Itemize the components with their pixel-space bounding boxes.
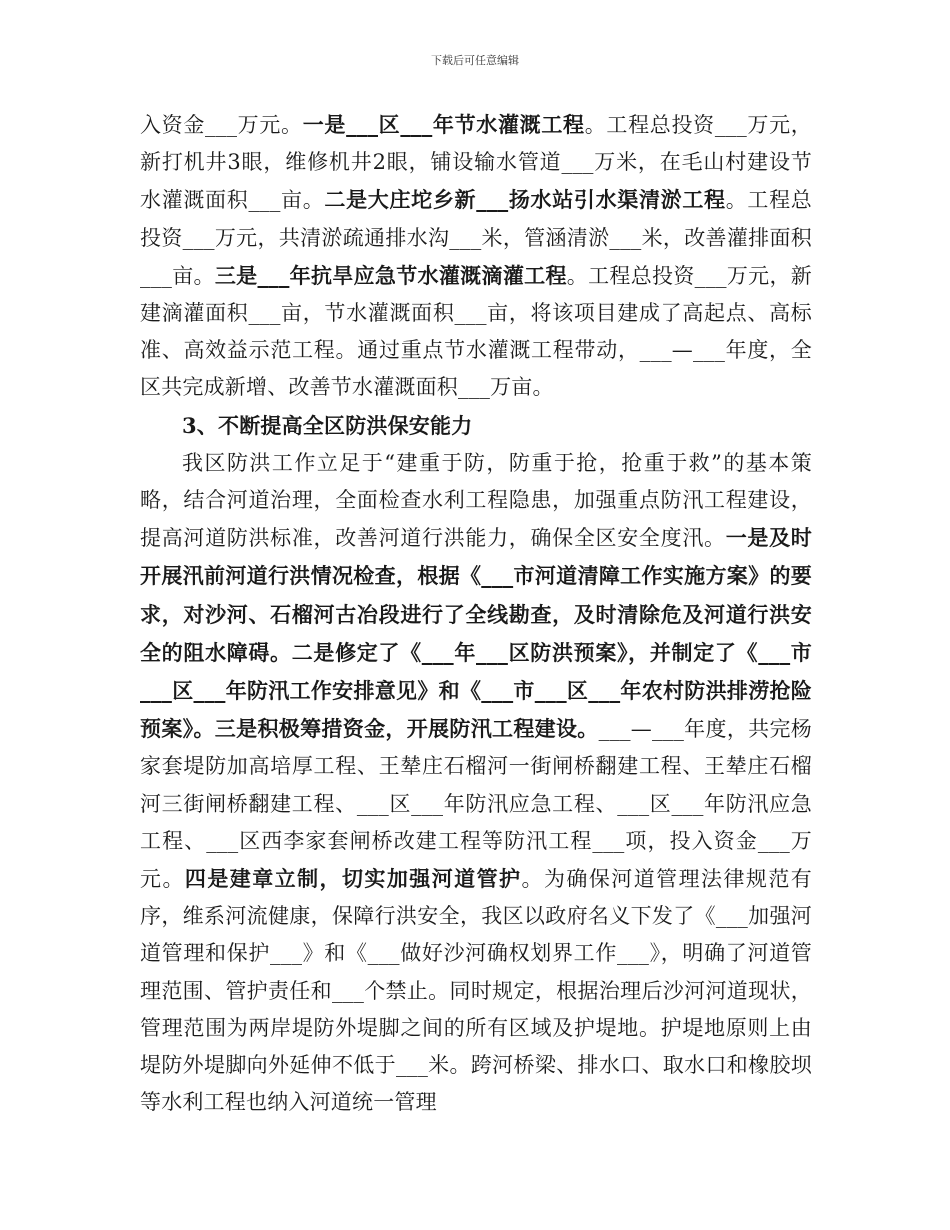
text-run: 。工程总投资___万元，共清淤疏通排水沟___米，管涵清淤___米，改善灌排面积___亩。 [140,188,813,288]
paragraph-1 [140,106,812,407]
text-run: 二是大庄坨乡新___扬水站引水渠清淤工程 [324,187,726,213]
document-body [140,106,812,1121]
text-run: 。工程总投资___万元，新建滴灌面积___亩，节水灌溉面积___亩，将该项目建成了高起点、高标准、高效益示范工程。通过重点节水灌溉工程带动，___—___年度，全区共完成新增、改善节水灌溉面积___万亩。 [140,263,812,400]
text-run: 。为确保河道管理法律规范有序，维系河流健康，保障行洪安全，我区以政府名义下发了《___加强河道管理和保护___》和《___做好沙河确权划界工作___》，明确了河道管理范围、管护责任和___个禁止。同时规定，根据治理后沙河河道现状，管理范围为两岸堤防外堤脚之间的所有区域及护堤地。护堤地原则上由堤防外堤脚向外延伸不低于___米。跨河桥梁、排水口、取水口和橡胶坝等水利工程也纳入河道统一管理 [140,867,813,1115]
page-header: 下载后可任意编辑 [431,54,519,67]
text-run: 三是___年抗旱应急节水灌溉滴灌工程 [214,262,567,288]
text-run: ___—___年度，共完杨家套堤防加高培厚工程、王辇庄石榴河一街闸桥翻建工程、王辇庄石榴河三街闸桥翻建工程、___区___年防汛应急工程、___区___年防汛应急工程、___区西李家套闸桥改建工程等防汛工程___项，投入资金___万元。 [140,717,812,892]
text-run: 一是及时开展汛前河道行洪情况检查，根据《___市河道清障工作实施方案》的要求，对沙河、石榴河古冶段进行了全线勘查，及时清除危及河道行洪安全的阻水障碍。二是修定了《___年___区防洪预案》，并制定了《___市___区___年防汛工作安排意见》和《___市___区___年农村防洪排涝抢险预案》。三是积极筹措资金，开展防汛工程建设。 [140,525,812,742]
text-run: 一是___区___年节水灌溉工程 [302,112,585,137]
text-run: 。工程总投资___万元，新打机井3眼，维修机井2眼，铺设输水管道___万米，在毛山村建设节水灌溉面积___亩。 [140,113,812,213]
section-heading [140,407,812,445]
text-run: 我区防洪工作立足于“建重于防，防重于抢，抢重于救”的基本策略，结合河道治理，全面检查水利工程隐患，加强重点防汛工程建设，提高河道防洪标准，改善河道行洪能力，确保全区安全度汛。 [140,450,812,551]
paragraph-2 [140,445,812,1122]
text-run: 入资金___万元。 [140,113,303,137]
text-run: 四是建章立制，切实加强河道管护 [184,866,522,892]
text-run: 3、不断提高全区防洪保安能力 [182,412,473,438]
